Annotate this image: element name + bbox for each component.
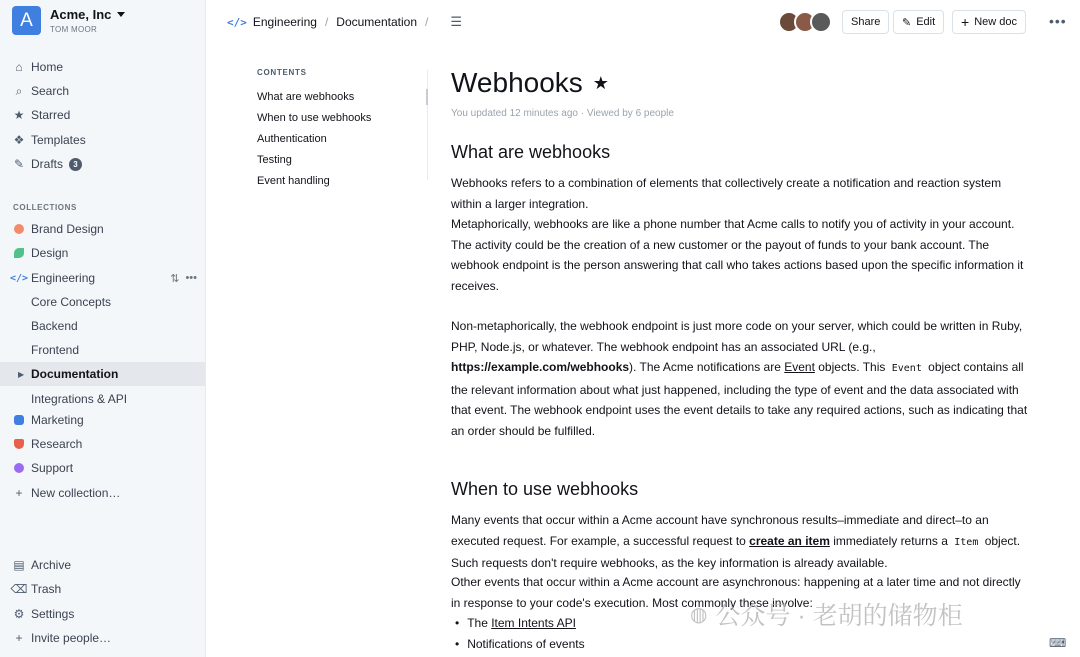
star-icon: ★ [13,108,25,122]
item-intents-link[interactable]: Item Intents API [491,616,576,630]
caret-down-icon [117,12,125,17]
leaf-icon [12,246,26,260]
pencil-icon: ✎ [902,16,912,29]
pencil-icon: ✎ [13,157,25,171]
keyboard-icon[interactable]: ⌨ [1049,636,1067,650]
marketing-icon [12,413,26,427]
sidebar-doc-backend[interactable]: Backend [31,319,78,333]
plus-icon: + [15,486,23,500]
more-icon[interactable]: ••• [185,271,197,284]
new-doc-button[interactable]: + New doc [952,10,1026,34]
toc-item[interactable]: Testing [257,154,292,166]
paragraph: Other events that occur within a Acme account are asynchronous: happening at a later time and not directly in response to your code's execution. Most commonly these involve: [451,575,1021,610]
code-icon: </> [227,15,247,29]
code-icon: </> [9,272,29,284]
sidebar-doc-documentation[interactable]: ▶ Documentation [0,362,205,386]
new-collection-button[interactable]: + New collection… [0,481,205,505]
contents-heading: CONTENTS [257,68,307,77]
sidebar-item-design[interactable]: Design [0,241,205,265]
home-icon: ⌂ [15,60,23,74]
breadcrumb-documentation[interactable]: Documentation [336,15,417,29]
palette-icon [12,222,26,236]
flask-icon [12,437,26,451]
templates-icon: ❖ [13,133,25,147]
avatar[interactable] [810,11,832,33]
sidebar-item-trash[interactable]: ⌫ Trash [10,582,62,596]
example-url: https://example.com/webhooks [451,360,630,374]
team-name: Acme, Inc [50,7,112,22]
sidebar-item-research[interactable]: Research [0,432,205,456]
toc-item[interactable]: Event handling [257,175,330,187]
inline-code: Item [954,536,979,548]
paragraph: Non-metaphorically, the webhook endpoint is just more code on your server, which could be written in Ruby, PHP, Node.js, or whatever. The webhook endpoint has an associated URL (e.g., https://example.com/webhooks). The Acme notifications are Event objects. This Event object contains all the relevant information about what just happened, including the type of event and the data associated with that event. The webhook endpoint uses the event details to take any required actions, such as indicating that an order should be fulfilled. [451,319,1028,438]
sidebar-doc-frontend[interactable]: Frontend [31,343,80,357]
table-of-contents-icon[interactable]: ☰ [450,14,462,29]
sidebar-item-settings[interactable]: ⚙ Settings [13,607,75,621]
lightbulb-icon [12,461,26,475]
sidebar-item-starred[interactable]: ★ Starred [13,108,71,122]
sidebar-item-marketing[interactable]: Marketing [0,408,205,432]
bullet-list [451,613,585,654]
sidebar-item-search[interactable]: ⌕ Search [0,79,205,103]
toc-active-marker [426,89,428,105]
toc-item[interactable]: Authentication [257,133,327,145]
heading-when-to-use-webhooks: When to use webhooks [451,479,639,499]
sidebar-doc-integrations[interactable]: Integrations & API [31,392,128,406]
plus-icon: + [961,14,970,30]
sidebar-item-support[interactable]: Support [0,456,205,480]
sidebar [0,0,206,657]
paragraph: Many events that occur within a Acme account have synchronous results–immediate and direct–to an executed request. For example, a successful request to create an item immediately returns a Item object. Such requests don't require webhooks, as the key information is already available. [451,513,1021,570]
paragraph: Metaphorically, webhooks are like a phone number that Acme calls to notify you of activity in your account. The activity could be the creation of a new customer or the payout of funds to your bank account. The webhook endpoint is the person answering that call who takes actions based upon the specific information it receives. [451,217,1024,293]
sidebar-item-templates[interactable]: ❖ Templates [13,133,86,147]
sidebar-item-engineering[interactable]: </> Engineering ⇅ ••• [9,271,197,285]
archive-icon: ▤ [13,558,25,572]
document-title[interactable]: Webhooks [451,67,583,98]
breadcrumb: </> Engineering / Documentation / ☰ [227,14,462,29]
trash-icon: ⌫ [10,582,28,596]
toc-item[interactable]: When to use webhooks [257,112,372,124]
event-link[interactable]: Event [784,360,815,374]
collaborator-avatars[interactable] [778,11,826,33]
watermark: ◍ 公众号 · 老胡的储物柜 [690,602,963,630]
table-of-contents [257,68,371,196]
breadcrumb-engineering[interactable]: Engineering [252,15,317,29]
plus-icon: + [15,631,23,645]
edit-button[interactable]: ✎ Edit [893,10,944,34]
sidebar-item-archive[interactable]: ▤ Archive [13,558,72,572]
heading-what-are-webhooks: What are webhooks [451,142,611,162]
toc-item[interactable]: What are webhooks [257,91,355,103]
drafts-count-badge: 3 [69,158,82,171]
more-options-icon[interactable]: ••• [1049,13,1067,29]
sidebar-item-drafts[interactable]: ✎ Drafts 3 [0,152,205,176]
team-user: TOM MOOR [50,25,98,34]
paragraph: Webhooks refers to a combination of elements that collectively create a notification and reaction system within a larger integration. [451,176,1002,211]
star-icon[interactable]: ★ [592,72,609,93]
document-meta: You updated 12 minutes ago · Viewed by 6 people [451,108,674,119]
create-item-link[interactable]: create an item [749,533,830,548]
sidebar-doc-core-concepts[interactable]: Core Concepts [31,295,112,309]
sort-icon[interactable]: ⇅ [170,272,180,285]
collections-heading: COLLECTIONS [13,203,77,212]
gear-icon: ⚙ [13,607,25,621]
inline-code: Event [891,363,922,374]
share-button[interactable]: Share [842,10,889,34]
toc-divider [427,70,428,180]
sidebar-item-home[interactable]: ⌂ Home [0,55,205,79]
sidebar-item-brand-design[interactable]: Brand Design [0,217,205,241]
team-logo: A [12,6,41,35]
team-switcher[interactable] [12,6,125,35]
disclosure-triangle-icon[interactable]: ▶ [18,369,25,379]
list-item: • Notifications of events [451,634,585,655]
search-icon: ⌕ [15,83,23,98]
wechat-icon: ◍ [690,603,708,626]
list-item: • The Item Intents API [451,613,585,634]
sidebar-item-invite[interactable]: + Invite people… [0,626,205,650]
